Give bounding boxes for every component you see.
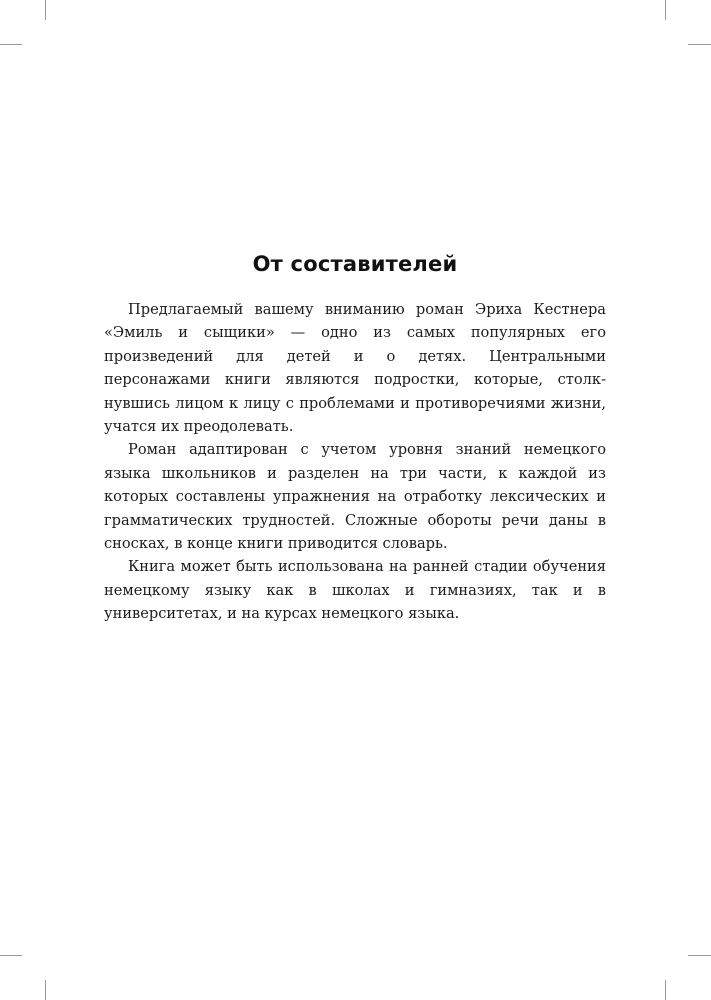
crop-mark-top-right-vertical xyxy=(665,0,666,20)
section-heading: От составителей xyxy=(252,252,458,276)
crop-mark-bottom-left-horizontal xyxy=(0,955,22,956)
page-content xyxy=(104,252,606,626)
crop-mark-top-left-vertical xyxy=(45,0,46,20)
paragraph-intro: Предлагаемый вашему вниманию роман Эриха Кестнера «Эмиль и сыщики» — одно из самых популярных его произведений для детей и о детях. Центральными персонажами книги являются подростки, которые, столкнувшись лицом к лицу с проблемами и противоречиями жизни, учатся их преодолевать. xyxy=(104,301,606,436)
crop-mark-bottom-right-vertical xyxy=(665,980,666,1000)
crop-mark-top-right-horizontal xyxy=(688,44,711,45)
crop-mark-top-left-horizontal xyxy=(0,44,22,45)
paragraph-usage: Книга может быть использована на ранней стадии обучения немецкому языку как в школах и гимназиях, так и в университетах, и на курсах немецкого языка. xyxy=(104,558,606,623)
crop-mark-bottom-left-vertical xyxy=(45,980,46,1000)
paragraph-adaptation: Роман адаптирован с учетом уровня знаний немецкого языка школьников и разделен на три части, к каждой из которых составлены упражнения на отработку лексических и грамматических трудностей. Сложные обороты речи даны в сносках, в конце книги приводится словарь. xyxy=(104,441,606,553)
crop-mark-bottom-right-horizontal xyxy=(688,955,711,956)
